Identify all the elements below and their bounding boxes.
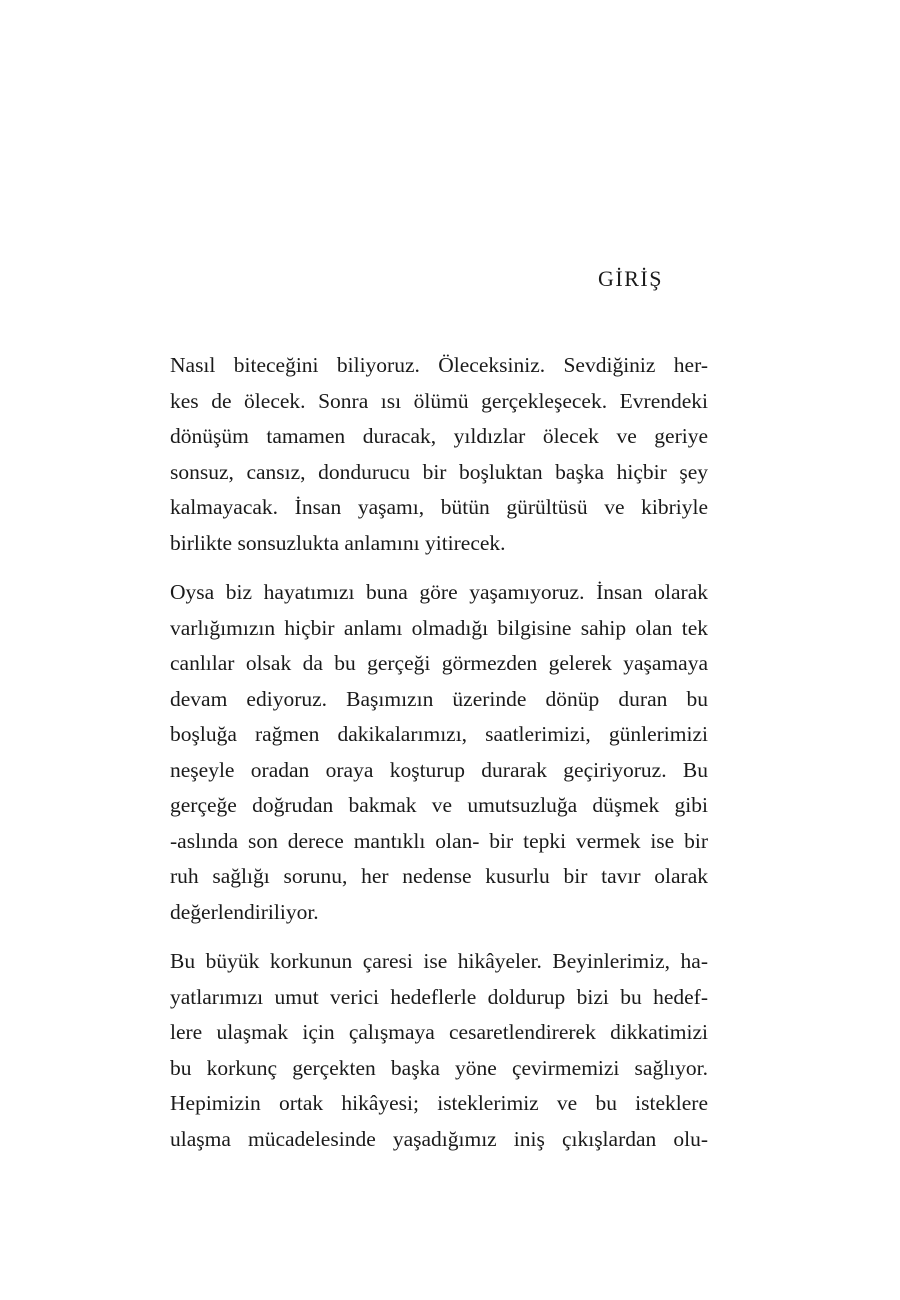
text-line: varlığımızın hiçbir anlamı olmadığı bilgisine sahip olan tek: [170, 615, 708, 640]
text-line: birlikte sonsuzlukta anlamını yitirecek.: [170, 530, 506, 555]
chapter-body: [170, 348, 708, 1171]
paragraph-1: [170, 348, 708, 561]
text-line: canlılar olsak da bu gerçeği görmezden gelerek yaşamaya: [170, 651, 708, 675]
text-line: lere ulaşmak için çalışmaya cesaretlendirerek dikkatimizi: [170, 1020, 708, 1044]
text-line: devam ediyoruz. Başımızın üzerinde dönüp duran bu: [170, 686, 708, 711]
text-line: Hepimizin ortak hikâyesi; isteklerimiz ve bu isteklere: [170, 1091, 708, 1115]
paragraph-3: [170, 944, 708, 1157]
text-line: kalmayacak. İnsan yaşamı, bütün gürültüsü ve kibriyle: [170, 495, 708, 519]
text-line: bu korkunç gerçekten başka yöne çevirmemizi sağlıyor.: [170, 1055, 708, 1080]
text-line: kes de ölecek. Sonra ısı ölümü gerçekleşecek. Evrendeki: [170, 388, 708, 413]
text-line: Oysa biz hayatımızı buna göre yaşamıyoruz. İnsan olarak: [170, 580, 708, 604]
text-line: neşeyle oradan oraya koşturup durarak geçiriyoruz. Bu: [170, 757, 708, 782]
chapter-heading: GİRİŞ: [598, 266, 663, 291]
text-line: Bu büyük korkunun çaresi ise hikâyeler. Beyinlerimiz, ha-: [170, 949, 708, 973]
text-line: yatlarımızı umut verici hedeflerle doldurup bizi bu hedef-: [170, 984, 708, 1009]
text-line: ruh sağlığı sorunu, her nedense kusurlu bir tavır olarak: [170, 864, 708, 888]
text-line: ulaşma mücadelesinde yaşadığımız iniş çıkışlardan olu-: [170, 1126, 708, 1151]
text-line: -aslında son derece mantıklı olan- bir tepki vermek ise bir: [170, 828, 708, 853]
text-line: sonsuz, cansız, dondurucu bir boşluktan başka hiçbir şey: [170, 459, 708, 484]
text-line: boşluğa rağmen dakikalarımızı, saatlerimizi, günlerimizi: [170, 722, 708, 746]
text-line: Nasıl biteceğini biliyoruz. Öleceksiniz. Sevdiğiniz her-: [170, 353, 708, 377]
text-line: dönüşüm tamamen duracak, yıldızlar ölecek ve geriye: [170, 424, 708, 448]
text-line: gerçeğe doğrudan bakmak ve umutsuzluğa düşmek gibi: [170, 793, 708, 817]
text-line: değerlendiriliyor.: [170, 899, 319, 924]
paragraph-2: [170, 575, 708, 930]
